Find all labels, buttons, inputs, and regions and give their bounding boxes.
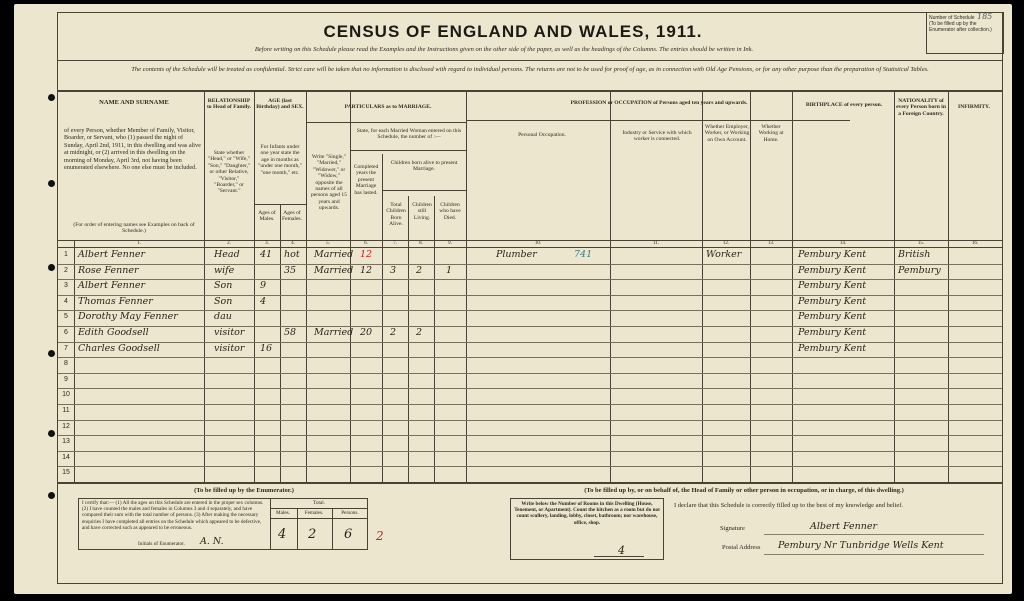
column-rule bbox=[254, 90, 255, 482]
row-rule bbox=[58, 357, 1002, 358]
person-name: Albert Fenner bbox=[78, 280, 146, 292]
relationship: Son bbox=[214, 295, 233, 307]
column-number: 1. bbox=[137, 241, 141, 246]
column-rule bbox=[350, 90, 351, 482]
header-age-females: Ages of Females. bbox=[281, 210, 303, 223]
subheader-rule bbox=[382, 190, 466, 191]
row-number: 9 bbox=[64, 375, 68, 383]
relationship: dau bbox=[214, 311, 232, 323]
persons-label: Persons. bbox=[341, 510, 359, 516]
enumerator-certify: I certify that:— (1) All the ages on this Schedule are entered in the proper sex columns. (2) I have counted the males and females in Columns 3 and 4 separately, and have compared their sum with the total number of persons. (3) After making the necessary enquiries I have completed all entries on the Schedule which appeared to be defective, and have corrected such as appeared to be erroneous. bbox=[82, 500, 264, 531]
employment-status: Worker bbox=[706, 249, 742, 260]
schedule-number-note: (To be filled up by the Enumerator after collection.) bbox=[929, 21, 992, 33]
row-number: 6 bbox=[64, 329, 68, 336]
marriage-years: 12 bbox=[360, 249, 373, 260]
row-number: 7 bbox=[64, 344, 68, 352]
person-name: Thomas Fenner bbox=[78, 295, 153, 307]
subheader-rule bbox=[254, 204, 306, 205]
page-title: CENSUS OF ENGLAND AND WALES, 1911. bbox=[323, 22, 703, 41]
relationship: Head bbox=[214, 249, 240, 260]
column-rule bbox=[434, 196, 435, 482]
children-total: 2 bbox=[390, 327, 397, 338]
birthplace: Pembury Kent bbox=[798, 295, 867, 307]
punch-hole bbox=[48, 180, 55, 187]
head-of-family-label: (To be filled up by, or on behalf of, the Head of Family or other person in occupation, or in charge, of this dwelling.) bbox=[584, 487, 904, 494]
occupation: Plumber bbox=[496, 249, 537, 260]
row-number: 3 bbox=[64, 282, 68, 290]
header-completed-years: Completed years the present Marriage has lasted. bbox=[353, 164, 379, 196]
totals-label: Total. bbox=[313, 500, 325, 506]
age-female: 35 bbox=[284, 264, 297, 276]
header-home: Whether Working at Home. bbox=[758, 124, 784, 143]
row-number: 12 bbox=[62, 422, 70, 430]
column-number: 13. bbox=[767, 241, 775, 246]
column-rule bbox=[74, 240, 75, 482]
header-relationship-desc: State whether "Head," or "Wife," "Son," "Daughter," or other Relative, "Visitor," "Boarder," or "Servant." bbox=[207, 150, 251, 195]
column-number: 9. bbox=[448, 241, 452, 246]
occupation-code: 741 bbox=[574, 249, 593, 260]
column-rule bbox=[466, 90, 467, 482]
row-rule bbox=[58, 435, 1002, 436]
birthplace: Pembury Kent bbox=[798, 264, 867, 276]
total-persons: 6 bbox=[344, 527, 353, 542]
total-females: 2 bbox=[308, 527, 317, 542]
column-number: 11. bbox=[652, 241, 660, 246]
rule-line bbox=[58, 60, 1002, 61]
children-total: 3 bbox=[390, 264, 397, 276]
header-name: NAME AND SURNAME bbox=[99, 100, 169, 106]
column-number: 12. bbox=[722, 241, 730, 246]
column-rule bbox=[610, 90, 611, 482]
males-label: Males. bbox=[276, 510, 290, 516]
birthplace: Pembury Kent bbox=[798, 342, 867, 354]
column-number: 5. bbox=[326, 241, 330, 246]
column-rule bbox=[306, 90, 307, 482]
birthplace: Pembury Kent bbox=[798, 311, 867, 323]
row-number: 13 bbox=[62, 438, 70, 446]
header-relationship: RELATIONSHIP to Head of Family. bbox=[206, 98, 252, 111]
relationship: wife bbox=[214, 264, 235, 276]
header-living: Children still Living. bbox=[412, 202, 432, 221]
column-rule bbox=[204, 90, 205, 482]
age-male: 9 bbox=[260, 280, 267, 292]
punch-hole bbox=[48, 350, 55, 357]
punch-hole bbox=[48, 264, 55, 271]
header-age-desc: For Infants under one year state the age in months as "under one month," "one month," etc. bbox=[258, 144, 302, 176]
header-nationality: NATIONALITY of every Person born in a Foreign Country. bbox=[896, 98, 946, 117]
row-number: 8 bbox=[64, 360, 68, 368]
schedule-number-label: Number of Schedule bbox=[929, 15, 975, 21]
colnum-bottom-rule bbox=[58, 247, 1002, 248]
column-number: 16. bbox=[971, 241, 979, 246]
row-number: 10 bbox=[62, 391, 70, 399]
header-birthplace: BIRTHPLACE of every person. bbox=[805, 102, 883, 108]
rule-line bbox=[270, 508, 368, 509]
row-rule bbox=[58, 451, 1002, 452]
column-number: 3. bbox=[265, 241, 269, 246]
column-number: 10. bbox=[534, 241, 542, 246]
declaration: I declare that this Schedule is correctly filled up to the best of my knowledge and belief. bbox=[674, 502, 904, 509]
subheader-rule bbox=[306, 122, 466, 123]
row-rule bbox=[58, 388, 1002, 389]
relationship: visitor bbox=[214, 342, 245, 354]
header-total-born: Total Children Born Alive. bbox=[386, 202, 406, 228]
children-living: 2 bbox=[416, 264, 423, 276]
marital-status: Married bbox=[314, 327, 354, 338]
marital-status: Married bbox=[314, 249, 354, 260]
rule-line bbox=[332, 508, 333, 550]
person-name: Edith Goodsell bbox=[78, 327, 149, 338]
column-rule bbox=[702, 90, 703, 482]
header-employer: Whether Employer, Worker, or Working on Own Account. bbox=[704, 124, 750, 143]
person-name: Charles Goodsell bbox=[78, 342, 160, 354]
subheader-rule bbox=[350, 150, 466, 151]
nationality: British bbox=[898, 249, 931, 260]
column-number: 4. bbox=[291, 241, 295, 246]
header-age: AGE (last Birthday) and SEX. bbox=[256, 98, 304, 111]
rule-line bbox=[297, 508, 298, 550]
row-number: 11 bbox=[62, 407, 70, 414]
row-number: 15 bbox=[62, 469, 70, 477]
children-living: 2 bbox=[416, 327, 423, 338]
relationship: Son bbox=[214, 280, 233, 292]
header-profession: PROFESSION or OCCUPATION of Persons aged ten years and upwards. bbox=[570, 100, 748, 106]
column-number: 8. bbox=[419, 241, 423, 246]
rule-line bbox=[764, 534, 984, 535]
column-rule bbox=[408, 196, 409, 482]
rule-line bbox=[764, 554, 984, 555]
enumerator-initials: A. N. bbox=[200, 536, 224, 547]
table-bottom-rule bbox=[58, 482, 1002, 484]
females-label: Females. bbox=[304, 510, 324, 516]
instructions-text: Before writing on this Schedule please read the Examples and the Instructions given on the other side of the paper, as well as the headings of the Columns. The entries should be written in Ink. bbox=[254, 46, 754, 53]
row-rule bbox=[58, 373, 1002, 374]
census-schedule-sheet bbox=[14, 4, 1012, 594]
column-number: 15. bbox=[917, 241, 925, 246]
age-female: 58 bbox=[284, 327, 297, 338]
column-rule bbox=[792, 90, 793, 482]
address-value: Pembury Nr Tunbridge Wells Kent bbox=[778, 540, 944, 551]
header-industry: Industry or Service with which worker is connected. bbox=[622, 130, 692, 143]
header-infirmity: INFIRMITY. bbox=[958, 104, 990, 110]
children-died: 1 bbox=[446, 264, 453, 276]
header-name-desc: of every Person, whether Member of Family, Visitor, Boarder, or Servant, who (1) passed the night of Sunday, April 2nd, 1911, in this dwelling and was alive at midnight, or (2) arrived in this dwelling on the morning of Monday, April 3rd, not having been enumerated elsewhere. No one else must be included. bbox=[64, 127, 201, 172]
column-number: 14. bbox=[839, 241, 847, 246]
row-number: 2 bbox=[64, 266, 68, 274]
punch-hole bbox=[48, 430, 55, 437]
age-male: 41 bbox=[260, 249, 273, 260]
row-rule bbox=[58, 404, 1002, 405]
person-name: Rose Fenner bbox=[78, 264, 139, 276]
header-personal-occupation: Personal Occupation. bbox=[518, 132, 566, 138]
column-rule bbox=[894, 90, 895, 482]
age-female: hot bbox=[284, 249, 300, 260]
punch-hole bbox=[48, 94, 55, 101]
row-rule bbox=[58, 420, 1002, 421]
signature-value: Albert Fenner bbox=[810, 521, 878, 532]
header-age-males: Ages of Males. bbox=[258, 210, 276, 223]
age-male: 4 bbox=[260, 295, 267, 307]
schedule-number-value: 185 bbox=[977, 12, 993, 21]
subheader-rule bbox=[466, 120, 850, 121]
person-name: Dorothy May Fenner bbox=[78, 311, 178, 323]
punch-hole bbox=[48, 492, 55, 499]
initials-label: Initials of Enumerator. bbox=[138, 541, 185, 547]
confidential-text: The contents of the Schedule will be treated as confidential. Strict care will be taken that no information is disclosed with regard to individual persons. The returns are not to be used for proof of age, as in connection with Old Age Pensions, or for any other purpose than the preparation of Statistical Tables. bbox=[131, 66, 929, 73]
rooms-count: 4 bbox=[618, 544, 625, 557]
rooms-description: Write below the Number of Rooms in this Dwelling (House, Tenement, or Apartment). Count the kitchen as a room but do not count scullery, landing, lobby, closet, bathroom; nor warehouse, office, shop. bbox=[514, 501, 660, 526]
header-marriage: PARTICULARS as to MARRIAGE. bbox=[344, 104, 432, 110]
signature-label: Signature bbox=[720, 525, 745, 532]
header-name-note: (For order of entering names see Examples on back of Schedule.) bbox=[73, 222, 195, 235]
column-number: 2. bbox=[227, 241, 231, 246]
table-top-rule bbox=[58, 90, 1002, 92]
row-number: 5 bbox=[64, 313, 68, 321]
birthplace: Pembury Kent bbox=[798, 327, 867, 338]
column-rule bbox=[750, 90, 751, 482]
row-number: 4 bbox=[64, 297, 68, 305]
person-name: Albert Fenner bbox=[78, 249, 146, 260]
header-died: Children who have Died. bbox=[439, 202, 461, 221]
marriage-years: 20 bbox=[360, 327, 373, 338]
column-rule bbox=[382, 154, 383, 482]
header-marriage-women: State, for each Married Woman entered on this Schedule, the number of :— bbox=[356, 128, 462, 141]
total-males: 4 bbox=[278, 527, 287, 542]
header-marriage-write: Write "Single," "Married," "Widower," or "Widow," opposite the names of all persons aged 15 years and upwards. bbox=[310, 154, 348, 212]
row-number: 14 bbox=[62, 453, 70, 461]
marital-status: Married bbox=[314, 264, 354, 276]
column-number: 7. bbox=[393, 241, 397, 246]
row-rule bbox=[58, 466, 1002, 467]
birthplace: Pembury Kent bbox=[798, 249, 867, 260]
column-number: 6. bbox=[364, 241, 368, 246]
column-rule bbox=[948, 90, 949, 482]
marriage-years: 12 bbox=[360, 264, 373, 276]
relationship: visitor bbox=[214, 327, 245, 338]
nationality: Pembury bbox=[898, 264, 941, 276]
enumerator-label: (To be filled up by the Enumerator.) bbox=[194, 487, 294, 494]
address-label: Postal Address bbox=[722, 544, 761, 551]
row-number: 1 bbox=[64, 251, 68, 258]
age-male: 16 bbox=[260, 342, 273, 354]
header-children-born: Children born alive to present Marriage. bbox=[390, 160, 458, 173]
red-check-mark: 2 bbox=[376, 529, 384, 543]
birthplace: Pembury Kent bbox=[798, 280, 867, 292]
rule-line bbox=[270, 518, 368, 519]
